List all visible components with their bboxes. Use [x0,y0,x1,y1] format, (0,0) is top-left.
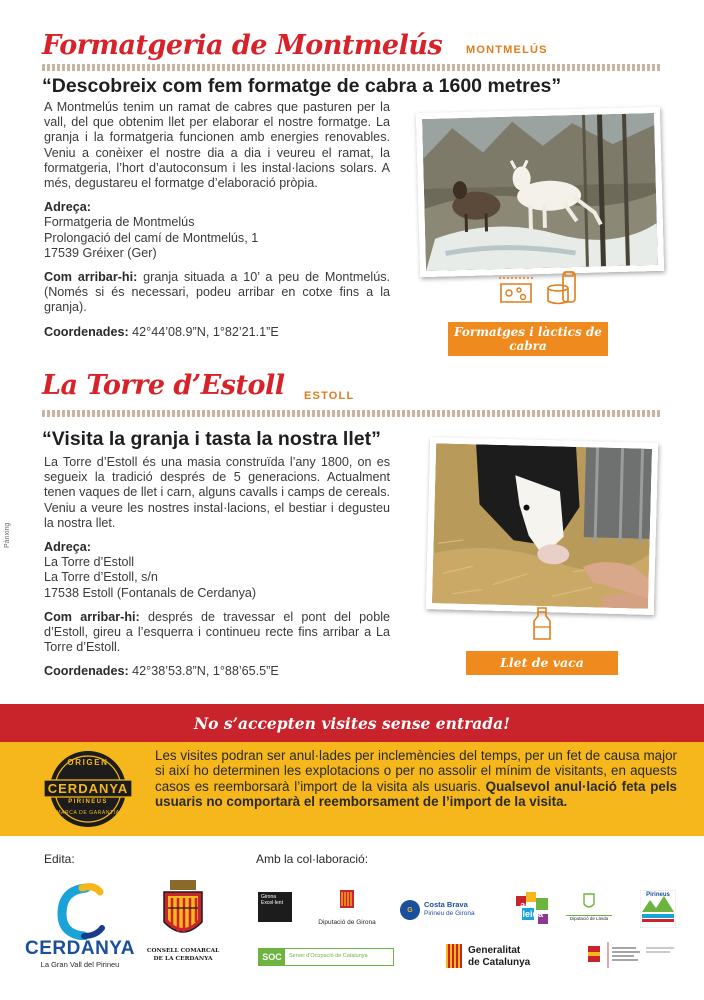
notice-headline: No s’accepten visites sense entrada! [0,704,704,742]
cheese-icon [497,274,535,306]
dairy-products-icon [546,270,580,306]
farm-details [44,100,390,349]
coords-value: 42°44’08.9”N, 1°82’21.1”E [132,324,279,339]
farm-coordinates [44,664,390,679]
coords-label: Coordenades: [44,664,129,679]
seal-center-text: CERDANYA [47,781,129,796]
consell-comarcal-logo [148,878,218,968]
cerdanya-name: CERDANYA [25,938,135,959]
soc-mark: SOC [259,949,285,965]
seal-bottom-text: MARCA DE GARANTIA [56,810,120,816]
consell-line-2: DE LA CERDANYA [153,956,213,962]
address-line: La Torre d’Estoll [44,555,135,570]
goats-photo [416,107,664,277]
coords-value: 42°38’53.8”N, 1°88’65.5”E [132,664,279,679]
address-line: Prolongació del camí de Montmelús, 1 [44,230,259,245]
farm-place: MONTMELÚS [466,44,548,56]
farm-tagline: “Visita la granja i tasta la nostra llet” [42,428,381,450]
diputacio-lleida-logo [566,892,612,928]
access-label: Com arribar-hi: [44,270,138,285]
costa-brava-logo [400,898,496,928]
farm-place: ESTOLL [304,390,355,402]
diputacio-girona-logo [314,888,380,928]
farm-description: A Montmelús tenim un ramat de cabres que pasturen per la vall, del que obtenim llet per elaborar el nostre formatge. La granja i la formatgeria funcionen amb energies renovables. Veniu a conèixer el nostre dia a dia i veureu el ramat, la formatgeria, l’hort d’autoconsum i les instal·lacions solars. A més, degustareu el formatge d’elaboració pròpia. [44,100,390,191]
ara-lleida-logo [514,890,556,930]
generalitat-text-2: de Catalunya [468,957,531,968]
address-line: 17538 Estoll (Fontanals de Cerdanya) [44,585,257,600]
seal-top-text: ORIGEN [67,758,109,767]
diputacio-girona-text: Diputació de Girona [318,919,376,926]
coords-label: Coordenades: [44,324,129,339]
girona-excellent-text: Girona Excel·lent [258,892,292,922]
notice-text: Les visites podran ser anul·lades per inclemències del temps, per un fet de causa major si així ho determinen les explotacions o per no assolir el mínim de visitants, en aquests casos es reemborsarà l’import de la visita als usuaris. [155,748,677,794]
ministerio-logo [584,940,680,970]
access-text: granja situada a 10’ a peu de Montmelús. (Només si és necessari, podeu arribar en cotxe fins a la granja). [44,270,390,315]
costa-brava-text-2: Pirineu de Girona [424,910,475,917]
farm-coordinates [44,325,390,340]
notice-bold-text: Qualsevol anul·lació feta pels usuaris no comportarà el reemborsament de l’import de la visita. [155,778,677,810]
address-line: La Torre d’Estoll, s/n [44,570,158,585]
calf-photo [426,437,658,615]
generalitat-logo [446,944,536,970]
edita-label: Edita: [44,852,75,866]
milk-bottle-icon [531,607,553,641]
farm-access [44,610,390,656]
pirineus-logo [640,890,676,928]
diputacio-lleida-text: Diputació de Lleida [566,915,612,921]
pirineus-text: Pirineus [646,892,670,898]
farm-tagline: “Descobreix com fem formatge de cabra a 1600 metres” [42,75,562,97]
address-line: Formatgeria de Montmelús [44,215,195,230]
girona-excellent-logo [258,892,296,926]
origen-cerdanya-seal [38,748,138,830]
address-label: Adreça: [44,540,91,555]
product-badge: Llet de vaca [466,651,618,675]
soc-text: Servei d’Ocupació de Catalunya [289,953,368,959]
address-line: 17539 Gréixer (Ger) [44,245,157,260]
farm-details [44,455,390,689]
address-label: Adreça: [44,200,91,215]
costa-brava-icon: G [400,900,420,920]
cerdanya-logo [24,882,136,972]
farm-description: La Torre d’Estoll és una masia construïda l’any 1800, on es segueix la tradició després de 5 generacions. Actualment tenen vaques de llet i carn, alguns cavalls i camps de cereals. Veniu a veure les nostres instal·lacions, el bestiar i degusteu la nostra llet. [44,455,390,530]
access-label: Com arribar-hi: [44,609,140,624]
collaboration-label: Amb la col·laboració: [256,852,369,866]
notice-text-block [155,748,677,810]
notice-box [0,742,704,836]
lleida-text: lleida [520,909,544,919]
farm-title: Formatgeria de Montmelús [42,30,443,61]
section-divider [42,410,662,417]
ara-text: ara [520,900,534,910]
product-badge: Formatges i làctics de cabra [448,322,608,356]
farm-title: La Torre d’Estoll [42,370,285,401]
side-credit: Pànxing [4,522,11,548]
farm-address [44,540,390,601]
farm-access [44,270,390,316]
section-divider [42,64,662,71]
soc-logo [258,948,394,966]
cerdanya-subtitle: La Gran Vall del Pirineu [40,960,120,969]
generalitat-text-1: Generalitat [468,945,521,956]
costa-brava-text-1: Costa Brava [424,900,468,909]
consell-line-1: CONSELL COMARCAL [146,948,220,954]
seal-sub-text: PIRINEUS [68,799,108,805]
farm-address [44,200,390,261]
access-text: després de travessar el pont del poble d’Estoll, gireu a l’esquerra i continueu recte fins arribar a La Torre d’Estoll. [44,609,390,655]
